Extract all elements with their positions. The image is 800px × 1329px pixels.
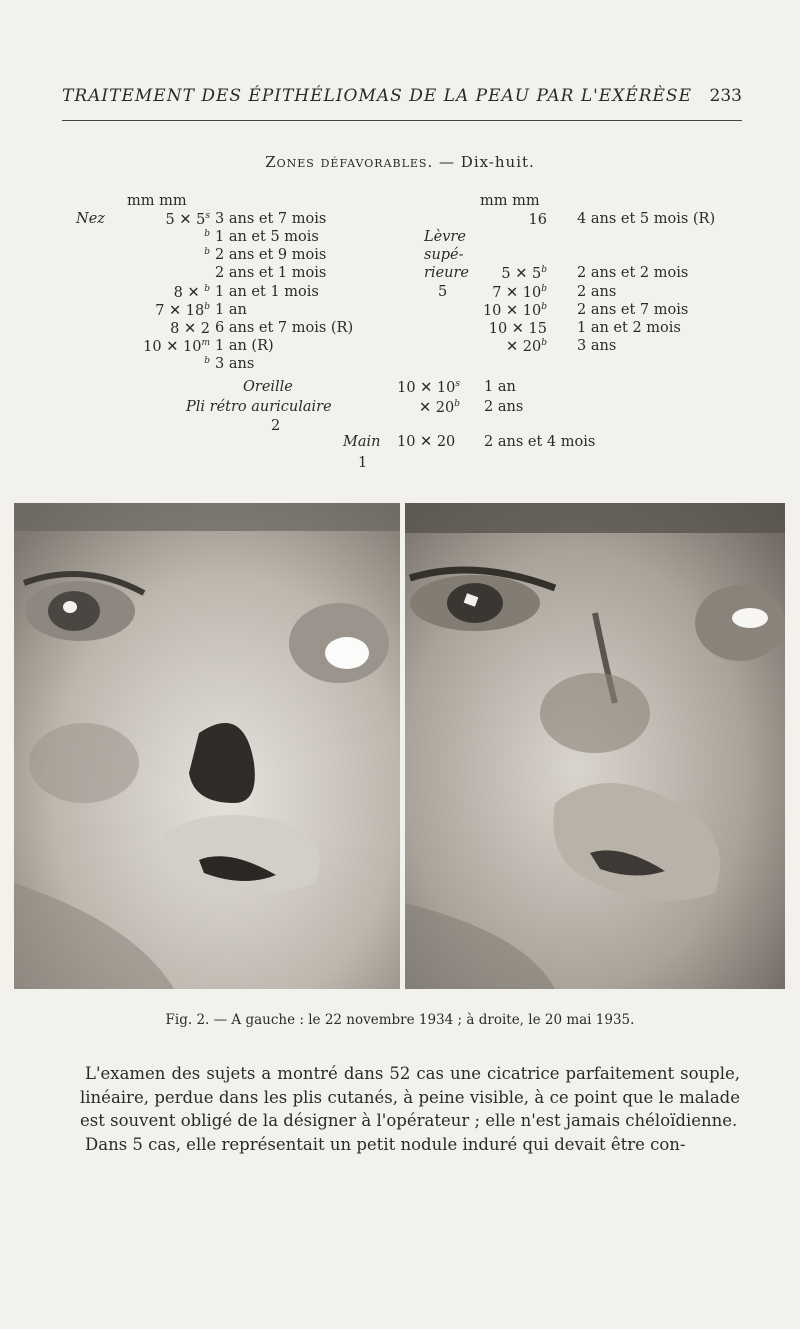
section-title-smallcaps: Zones défavorables. <box>265 153 434 171</box>
table-sup: b <box>541 338 547 348</box>
table-sup: b <box>541 302 547 312</box>
photo-left <box>14 503 400 989</box>
nez-dims-6 <box>170 320 210 337</box>
levre-duration-5: 3 ans <box>577 338 617 354</box>
pli-label: Pli rétro auriculaire <box>186 399 332 415</box>
table-sup: b <box>204 247 210 257</box>
table-cell: 7 ✕ 10 <box>492 284 542 301</box>
nez-duration-1: 1 an et 5 mois <box>215 229 319 245</box>
photo-right-image <box>405 503 785 989</box>
nez-label: Nez <box>76 211 105 227</box>
photo-right <box>405 503 785 989</box>
section-title <box>0 153 800 171</box>
table-cell: 8 ✕ <box>173 284 205 301</box>
levre-dims-2 <box>492 284 547 301</box>
units-left: mm mm <box>127 193 187 209</box>
running-head <box>62 86 742 106</box>
oreille-label: Oreille <box>243 379 293 395</box>
pli-count: 2 <box>271 418 281 434</box>
nez-duration-7: 1 an (R) <box>215 338 274 354</box>
nez-duration-8: 3 ans <box>215 356 255 372</box>
table-sup: b <box>204 356 210 366</box>
nez-duration-4: 1 an et 1 mois <box>215 284 319 300</box>
table-sup: b <box>204 229 210 239</box>
nez-dims-0 <box>166 211 210 228</box>
nez-dims-8 <box>204 356 210 373</box>
nez-duration-6: 6 ans et 7 mois (R) <box>215 320 354 336</box>
body-text <box>80 1062 740 1156</box>
section-title-rest: — Dix-huit. <box>433 153 535 171</box>
main-dims: 10 ✕ 20 <box>397 434 456 450</box>
table-cell: 10 ✕ 10 <box>143 338 202 355</box>
table-sup: s <box>205 211 210 221</box>
nez-dims-7 <box>143 338 210 355</box>
levre-dims-4 <box>489 320 547 337</box>
levre-duration-2: 2 ans <box>577 284 617 300</box>
table-sup: s <box>455 379 460 389</box>
table-cell: 5 ✕ 5 <box>501 265 542 282</box>
pli-dims <box>419 399 460 416</box>
nez-duration-5: 1 an <box>215 302 247 318</box>
table-cell: 16 <box>528 211 547 228</box>
nez-dims-5 <box>155 302 210 319</box>
nez-duration-0: 3 ans et 7 mois <box>215 211 327 227</box>
nez-dims-4 <box>174 284 210 301</box>
table-cell: 10 ✕ 15 <box>488 320 547 337</box>
table-sup: b <box>204 302 210 312</box>
nez-dims-1 <box>204 229 210 246</box>
main-label: Main <box>343 434 381 450</box>
levre-duration-0: 4 ans et 5 mois (R) <box>577 211 716 227</box>
nez-duration-2: 2 ans et 9 mois <box>215 247 327 263</box>
page-number: 233 <box>709 86 742 106</box>
table-cell: ✕ 20 <box>419 399 455 416</box>
table-cell: 5 ✕ 5 <box>165 211 206 228</box>
table-cell: 10 ✕ 10 <box>397 379 456 396</box>
table-sup: b <box>454 399 460 409</box>
levre-duration-1: 2 ans et 2 mois <box>577 265 689 281</box>
oreille-dims <box>397 379 460 396</box>
levre-duration-3: 2 ans et 7 mois <box>577 302 689 318</box>
header-rule <box>62 120 742 121</box>
body-paragraph-2: Dans 5 cas, elle représentait un petit nodule induré qui devait être con- <box>85 1134 686 1154</box>
levre-label-0: Lèvre <box>424 229 466 245</box>
table-cell: 7 ✕ 18 <box>155 302 205 319</box>
pli-duration: 2 ans <box>484 399 524 415</box>
photo-left-image <box>14 503 400 989</box>
figure-caption: Fig. 2. — A gauche : le 22 novembre 1934 ; à droite, le 20 mai 1935. <box>165 1012 635 1028</box>
body-paragraph-1: L'examen des sujets a montré dans 52 cas une cicatrice parfaitement souple, linéaire, perdue dans les plis cutanés, à peine visible, à ce point que le malade est souvent obligé de la désigner à l'opérateur ; elle n'est jamais chéloïdienne. <box>80 1064 740 1130</box>
levre-dims-0 <box>529 211 547 228</box>
levre-dims-5 <box>506 338 547 355</box>
levre-dims-1 <box>501 265 547 282</box>
nez-duration-3: 2 ans et 1 mois <box>215 265 327 281</box>
levre-label-2: rieure <box>424 265 470 281</box>
units-right: mm mm <box>480 193 540 209</box>
table-sup: b <box>204 284 210 294</box>
levre-count: 5 <box>438 284 448 300</box>
running-head-title: TRAITEMENT DES ÉPITHÉLIOMAS DE LA PEAU PAR L'EXÉRÈSE <box>62 86 692 106</box>
levre-label-1: supé- <box>424 247 464 263</box>
nez-dims-2 <box>204 247 210 264</box>
table-cell: ✕ 20 <box>506 338 542 355</box>
levre-dims-3 <box>483 302 547 319</box>
oreille-duration: 1 an <box>484 379 516 395</box>
table-cell: 8 ✕ 2 <box>170 320 210 337</box>
table-cell: 10 ✕ 10 <box>482 302 542 319</box>
table-sup: m <box>201 338 210 348</box>
table-sup: b <box>541 265 547 275</box>
table-sup: b <box>541 284 547 294</box>
main-duration: 2 ans et 4 mois <box>484 434 596 450</box>
levre-duration-4: 1 an et 2 mois <box>577 320 681 336</box>
main-count: 1 <box>358 455 368 471</box>
